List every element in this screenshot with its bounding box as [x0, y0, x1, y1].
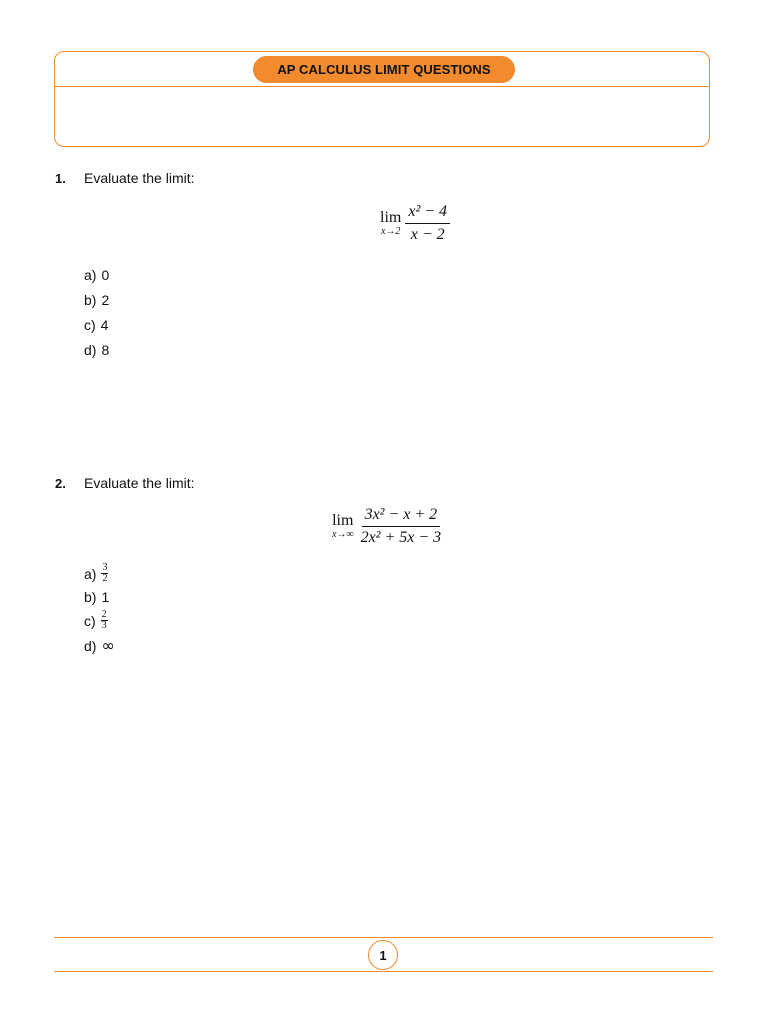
limit-numerator: 3x² − x + 2 [362, 506, 441, 527]
limit-operator [380, 209, 401, 238]
option-value: 4 [100, 317, 109, 333]
question-2-prompt: Evaluate the limit: [84, 475, 195, 491]
limit-word: lim [380, 209, 402, 226]
limit-denominator: 2x² + 5x − 3 [360, 529, 442, 546]
page-number: 1 [368, 940, 398, 970]
option-letter: a) [84, 267, 97, 283]
limit-word: lim [332, 512, 354, 529]
limit-numerator: x² − 4 [405, 203, 450, 224]
option-letter: b) [84, 589, 97, 605]
option-letter: a) [84, 565, 97, 582]
option-value: 8 [101, 342, 110, 358]
option-fraction [101, 610, 108, 631]
option-value: ∞ [101, 636, 115, 655]
question-2-limit [332, 506, 444, 547]
limit-subscript: x→2 [380, 226, 401, 237]
page-title: AP CALCULUS LIMIT QUESTIONS [253, 56, 515, 83]
fraction-numerator: 3 [102, 562, 108, 573]
option-letter: c) [84, 612, 96, 629]
question-2-option-c [84, 610, 108, 631]
option-value: 1 [101, 589, 110, 605]
fraction-denominator: 3 [101, 620, 107, 631]
option-letter: d) [84, 342, 97, 358]
question-1-option-c [84, 317, 108, 333]
header-box [54, 51, 710, 147]
option-value: 0 [101, 267, 110, 283]
question-2-number: 2. [55, 476, 66, 491]
limit-fraction [405, 203, 450, 244]
option-letter: b) [84, 292, 97, 308]
question-1-prompt: Evaluate the limit: [84, 170, 195, 186]
limit-subscript: x→∞ [332, 529, 354, 540]
limit-operator [332, 512, 354, 541]
fraction-denominator: 2 [102, 573, 108, 584]
question-1-option-d [84, 342, 109, 358]
footer-top-rule [54, 937, 713, 938]
question-1-option-a [84, 267, 109, 283]
header-divider [55, 86, 709, 87]
option-fraction [101, 563, 108, 584]
question-2-option-d [84, 636, 115, 655]
option-value: 2 [101, 292, 110, 308]
footer-bottom-rule [54, 971, 713, 972]
option-letter: c) [84, 317, 96, 333]
question-1-number: 1. [55, 171, 66, 186]
limit-fraction [358, 506, 445, 547]
question-2-option-a [84, 563, 108, 584]
question-1-option-b [84, 292, 109, 308]
option-letter: d) [84, 637, 97, 654]
question-2-option-b [84, 589, 109, 605]
fraction-numerator: 2 [101, 609, 107, 620]
question-1-limit [380, 203, 450, 244]
limit-denominator: x − 2 [410, 226, 445, 243]
